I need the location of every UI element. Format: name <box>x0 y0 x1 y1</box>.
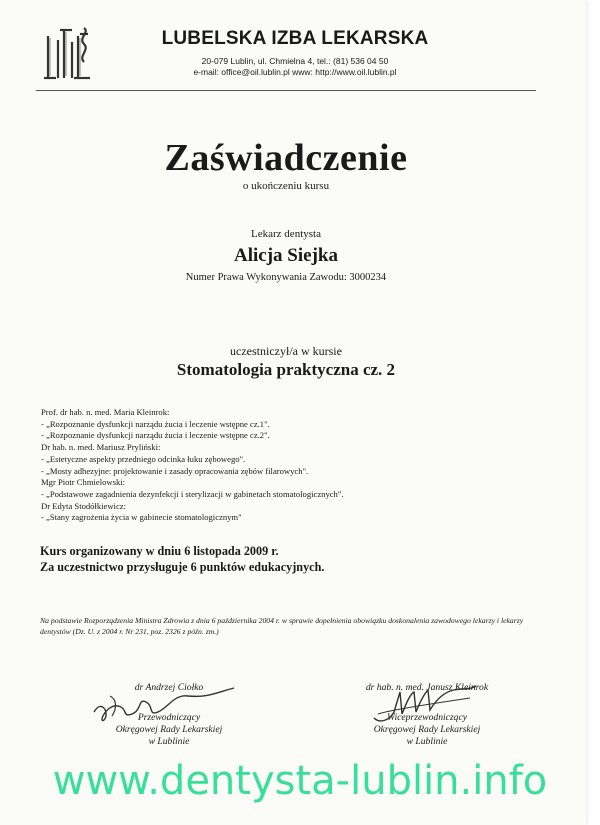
signatory-name: dr Andrzej Ciołko <box>134 682 204 693</box>
recipient-name: Alicja Siejka <box>234 245 338 266</box>
lecture-line: - „Rozpoznanie dysfunkcji narządu żucia i leczenie wstępne cz.1". <box>41 418 270 429</box>
signatory-title: w Lublinie <box>148 736 190 747</box>
lecture-line: Prof. dr hab. n. med. Maria Kleinrok: <box>41 407 170 417</box>
lecture-line: - „Mosty adhezyjne: projektowanie i zasady opracowania zębów filarowych". <box>41 465 309 476</box>
signatory-title: Przewodniczący <box>137 712 201 723</box>
course-date: Kurs organizowany w dniu 6 listopada 2009 r. <box>40 544 279 558</box>
org-name: LUBELSKA IZBA LEKARSKA <box>161 28 429 49</box>
signature-right <box>327 682 527 748</box>
header-divider <box>36 90 536 91</box>
contact-line: e-mail: office@oil.lublin.pl www: http://www.oil.lublin.pl <box>193 67 397 77</box>
course-name: Stomatologia praktyczna cz. 2 <box>176 360 396 379</box>
lecture-line: Dr Edyta Stodółkiewicz: <box>41 500 126 511</box>
lecture-line: - „Stany zagrożenia życia w gabinecie stomatologicznym" <box>41 512 242 523</box>
course-summary <box>40 543 560 575</box>
lecture-line: - „Podstawowe zagadnienia dezynfekcji i sterylizacji w gabinetach stomatologicznych". <box>41 488 344 499</box>
org-address <box>150 56 440 78</box>
lecture-line: - „Estetyczne aspekty przedniego odcinka łuku zębowego". <box>41 453 246 464</box>
signature-left <box>69 682 269 748</box>
oil-logo-icon <box>38 22 102 84</box>
signatory-title: w Lublinie <box>406 736 448 747</box>
lecture-line: Dr hab. n. med. Mariusz Pryliński: <box>41 442 161 453</box>
lecture-line: - „Rozpoznanie dysfunkcji narządu żucia i leczenie wstępne cz.2". <box>41 430 270 441</box>
signatory-name: dr hab. n. med. Janusz Kleinrok <box>365 682 489 693</box>
legal-basis: Na podstawie Rozporządzenia Ministra Zdrowia z dnia 6 października 2004 r. w sprawie dopełnienia obowiązku doskonalenia zawodowego lekarzy i lekarzy dentystów (Dz. U. z 2004 r. Nr 231, poz. 2326 z późn. zm.) <box>40 616 524 636</box>
certificate-subtitle: o ukończeniu kursu <box>242 180 330 192</box>
signatory-title: Wiceprzewodniczący <box>387 712 467 723</box>
address-line: 20-079 Lublin, ul. Chmielna 4, tel.: (81) 536 04 50 <box>201 56 389 66</box>
recipient-role: Lekarz dentysta <box>251 228 321 240</box>
signatory-title: Okręgowej Rady Lekarskiej <box>115 724 223 735</box>
website-watermark: www.dentysta-lublin.info <box>52 758 548 804</box>
lecture-list <box>41 407 561 524</box>
license-number: Numer Prawa Wykonywania Zawodu: 3000234 <box>185 272 387 283</box>
certificate-title: Zaświadczenie <box>164 137 408 179</box>
lecture-line: Mgr Piotr Chmielowski: <box>41 477 126 488</box>
education-points: Za uczestnictwo przysługuje 6 punktów edukacyjnych. <box>40 560 325 574</box>
participation-text: uczestniczył/a w kursie <box>230 344 342 358</box>
signatory-title: Okręgowej Rady Lekarskiej <box>373 724 481 735</box>
